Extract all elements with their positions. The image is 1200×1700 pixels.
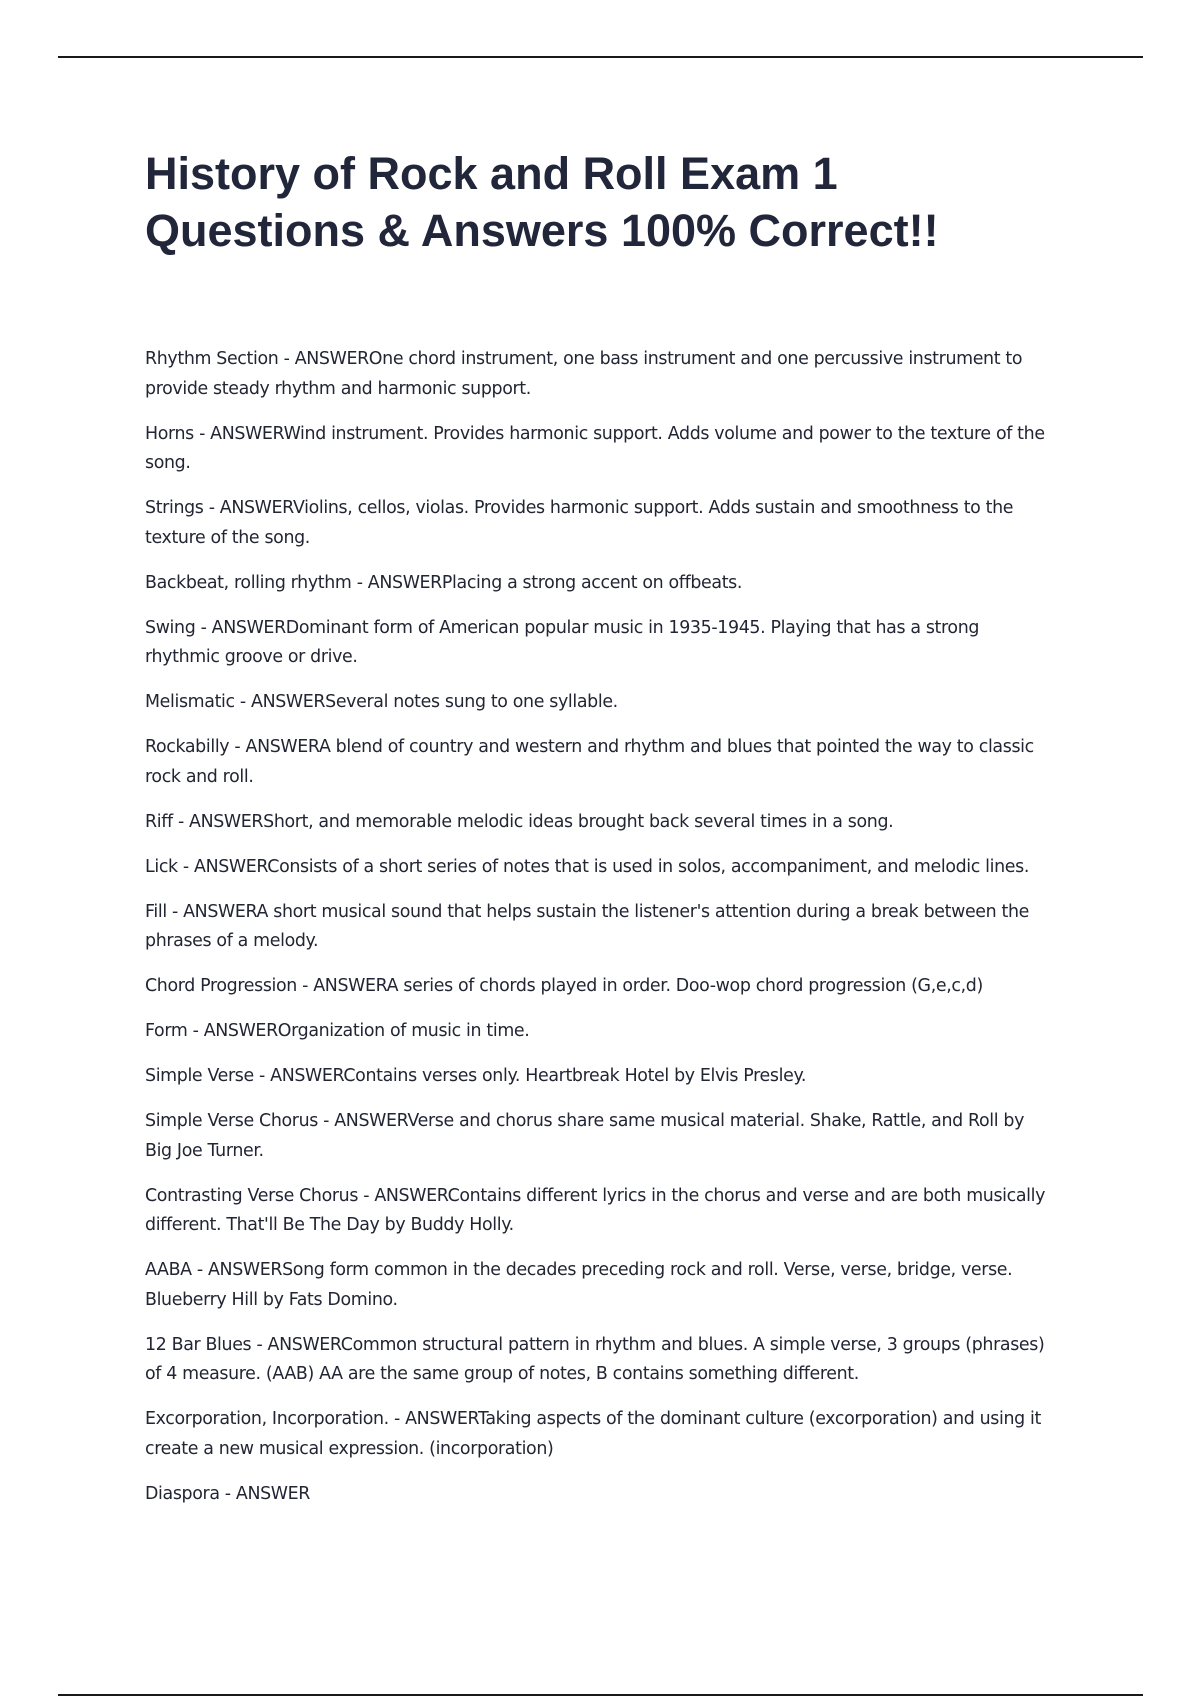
qa-item: Excorporation, Incorporation. - ANSWERTaking aspects of the dominant culture (excorporation) and using it create a new musical expression. (incorporation)	[145, 1409, 1041, 1459]
qa-item: 12 Bar Blues - ANSWERCommon structural pattern in rhythm and blues. A simple verse, 3 groups (phrases) of 4 measure. (AAB) AA are the same group of notes, B contains something different.	[145, 1334, 1045, 1384]
qa-item: AABA - ANSWERSong form common in the decades preceding rock and roll. Verse, verse, bridge, verse. Blueberry Hill by Fats Domino.	[145, 1260, 1013, 1310]
bottom-divider	[58, 1694, 1143, 1696]
qa-item: Diaspora - ANSWER	[145, 1483, 311, 1504]
title-line-2: Questions & Answers 100% Correct!!	[145, 205, 939, 256]
qa-item: Simple Verse - ANSWERContains verses only. Heartbreak Hotel by Elvis Presley.	[145, 1066, 807, 1086]
qa-item: Contrasting Verse Chorus - ANSWERContains different lyrics in the chorus and verse and are both musically different. That'll Be The Day by Buddy Holly.	[145, 1185, 1046, 1235]
qa-item: Chord Progression - ANSWERA series of chords played in order. Doo-wop chord progression (G,e,c,d)	[145, 976, 983, 996]
qa-item: Melismatic - ANSWERSeveral notes sung to one syllable.	[145, 692, 618, 712]
qa-item: Lick - ANSWERConsists of a short series of notes that is used in solos, accompaniment, and melodic lines.	[145, 856, 1030, 877]
page-title	[145, 145, 1105, 259]
qa-item: Horns - ANSWERWind instrument. Provides harmonic support. Adds volume and power to the texture of the song.	[145, 423, 1045, 473]
qa-item: Rockabilly - ANSWERA blend of country and western and rhythm and blues that pointed the way to classic rock and roll.	[145, 737, 1034, 787]
qa-item: Strings - ANSWERViolins, cellos, violas. Provides harmonic support. Adds sustain and smoothness to the texture of the song.	[145, 498, 1014, 548]
qa-item: Backbeat, rolling rhythm - ANSWERPlacing a strong accent on offbeats.	[145, 572, 743, 593]
qa-item: Rhythm Section - ANSWEROne chord instrument, one bass instrument and one percussive instrument to provide steady rhythm and harmonic support.	[145, 349, 1023, 399]
qa-item: Fill - ANSWERA short musical sound that helps sustain the listener's attention during a break between the phrases of a melody.	[145, 901, 1029, 951]
qa-list	[145, 345, 1055, 1525]
top-divider	[58, 56, 1143, 58]
qa-item: Riff - ANSWERShort, and memorable melodic ideas brought back several times in a song.	[145, 811, 894, 832]
qa-item: Simple Verse Chorus - ANSWERVerse and chorus share same musical material. Shake, Rattle, and Roll by Big Joe Turner.	[145, 1111, 1025, 1161]
qa-item: Swing - ANSWERDominant form of American popular music in 1935-1945. Playing that has a strong rhythmic groove or drive.	[145, 617, 980, 667]
title-line-1: History of Rock and Roll Exam 1	[145, 148, 838, 199]
qa-item: Form - ANSWEROrganization of music in time.	[145, 1021, 530, 1041]
